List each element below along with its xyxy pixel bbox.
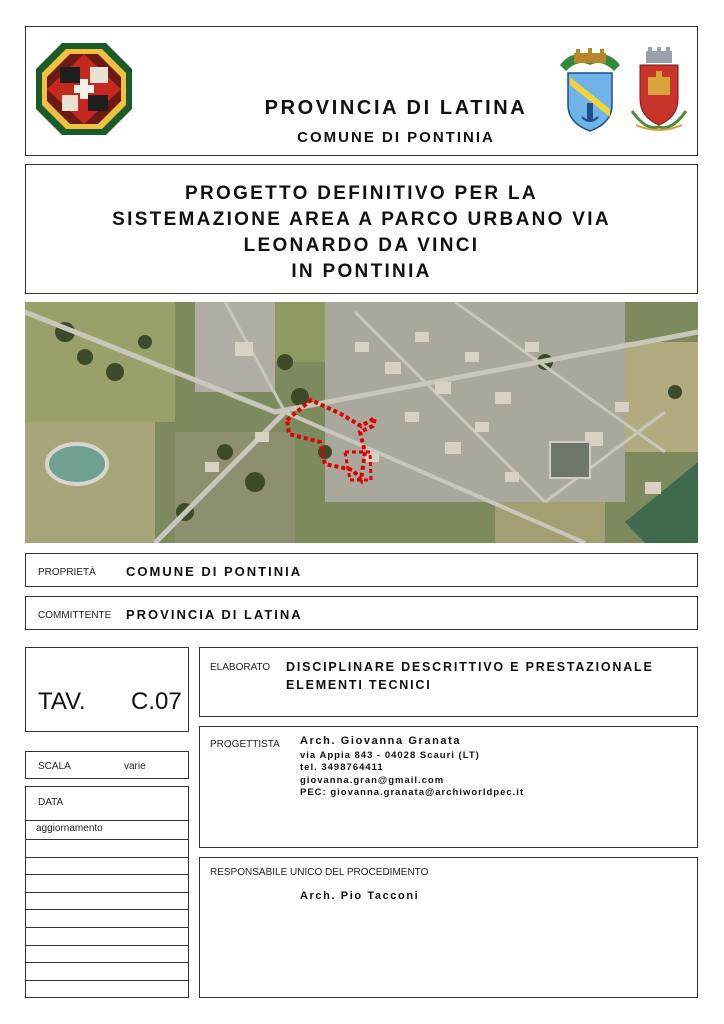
progettista-name: Arch. Giovanna Granata — [300, 735, 462, 747]
header-box — [25, 26, 698, 156]
data-divider — [26, 892, 188, 893]
project-title-line: LEONARDO DA VINCI — [243, 235, 480, 256]
tav-code: C.07 — [131, 688, 182, 715]
data-divider — [26, 857, 188, 858]
comune-coat-of-arms-logo — [626, 47, 692, 135]
elaborato-subtitle: ELEMENTI TECNICI — [286, 678, 432, 692]
progettista-box — [199, 726, 698, 848]
aerial-map-image — [25, 302, 698, 543]
project-title — [26, 181, 697, 285]
progettista-label: PROGETTISTA — [210, 739, 280, 750]
data-divider — [26, 909, 188, 910]
committente-row — [25, 596, 698, 630]
aerial-photo — [25, 302, 698, 543]
elaborato-title: DISCIPLINARE DESCRITTIVO E PRESTAZIONALE — [286, 660, 654, 674]
comune-subtitle: COMUNE DI PONTINIA — [297, 129, 495, 146]
province-coat-of-arms-logo — [556, 47, 624, 133]
data-divider — [26, 820, 188, 821]
rup-name: Arch. Pio Tacconi — [300, 890, 420, 902]
project-title-line: SISTEMAZIONE AREA A PARCO URBANO VIA — [112, 209, 611, 230]
proprieta-label: PROPRIETÀ — [38, 567, 96, 578]
elaborato-label: ELABORATO — [210, 662, 271, 673]
project-title-line: PROGETTO DEFINITIVO PER LA — [185, 183, 538, 204]
data-label: DATA — [38, 797, 64, 808]
tav-label: TAV. — [38, 688, 86, 715]
elaborato-box — [199, 647, 698, 717]
scala-box — [25, 751, 189, 779]
data-divider — [26, 980, 188, 981]
progettista-pec: PEC: giovanna.granata@archiworldpec.it — [300, 787, 525, 798]
proprieta-row — [25, 553, 698, 587]
progettista-phone: tel. 3498764411 — [300, 762, 384, 773]
tav-box — [25, 647, 189, 732]
data-divider — [26, 962, 188, 963]
data-box — [25, 786, 189, 998]
rup-label: RESPONSABILE UNICO DEL PROCEDIMENTO — [210, 867, 429, 878]
province-emblem-logo — [34, 41, 134, 137]
data-divider — [26, 839, 188, 840]
committente-value: PROVINCIA DI LATINA — [126, 607, 303, 622]
data-divider — [26, 945, 188, 946]
scala-label: SCALA — [38, 761, 71, 772]
province-title: PROVINCIA DI LATINA — [264, 97, 528, 119]
project-title-box — [25, 164, 698, 294]
rup-box — [199, 857, 698, 998]
project-title-line: IN PONTINIA — [291, 261, 432, 282]
progettista-details — [300, 735, 524, 800]
committente-label: COMMITTENTE — [38, 610, 112, 621]
aggiornamento-label: aggiornamento — [36, 823, 103, 834]
progettista-address: via Appia 843 - 04028 Scauri (LT) — [300, 749, 480, 761]
data-divider — [26, 927, 188, 928]
data-divider — [26, 874, 188, 875]
progettista-email: giovanna.gran@gmail.com — [300, 774, 445, 786]
scala-value: varie — [124, 761, 146, 772]
proprieta-value: COMUNE DI PONTINIA — [126, 564, 303, 579]
